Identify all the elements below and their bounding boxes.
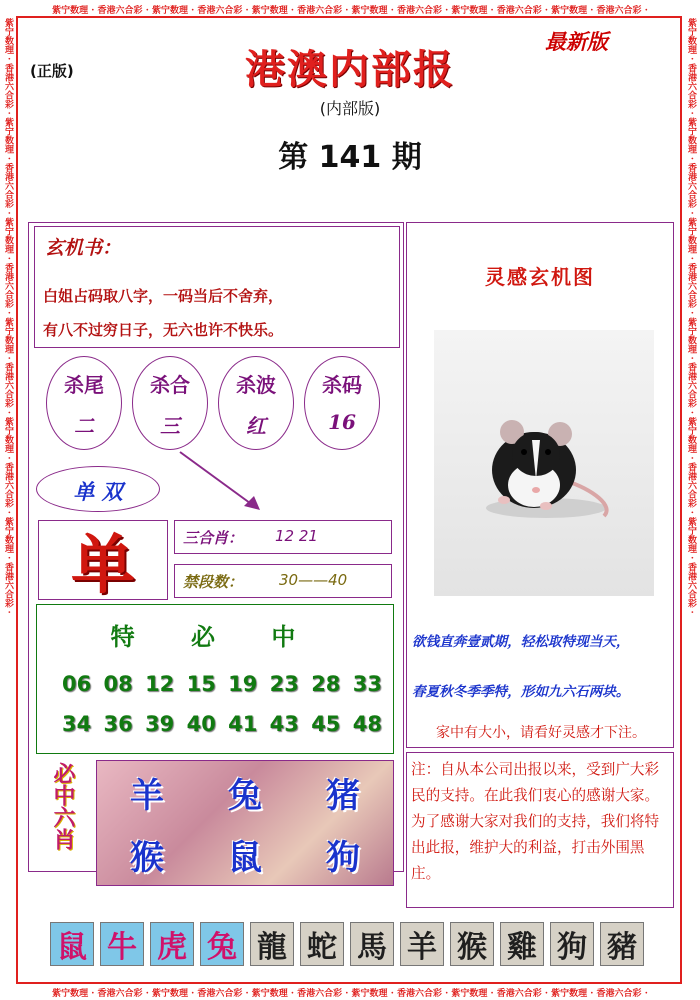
oval-value: 16: [328, 410, 356, 434]
animal-cell: 狗: [326, 837, 360, 878]
number: 34: [62, 712, 92, 736]
oval-value: 二: [74, 414, 94, 438]
zodiac-tile: 龍: [250, 922, 294, 966]
jinduan-box: [174, 564, 392, 598]
note-line: 家中有大小，请看好灵感才下注。: [436, 725, 646, 741]
oval-key: 杀合: [150, 373, 190, 397]
mouse-icon: [434, 330, 654, 596]
zodiac-tile: 牛: [100, 922, 144, 966]
animal-cell: 鼠: [228, 837, 262, 878]
border-text-right: 紫宁数理 · 香港六合彩 · 紫宁数理 · 香港六合彩 · 紫宁数理 · 香港六合彩 · 紫宁数理 · 香港六合彩 · 紫宁数理 · 香港六合彩 · 紫宁数理 · 香港六合彩 ·: [686, 18, 696, 614]
border-text-top: 紫宁数理 · 香港六合彩 · 紫宁数理 · 香港六合彩 · 紫宁数理 · 香港六合彩 · 紫宁数理 · 香港六合彩 · 紫宁数理 · 香港六合彩 · 紫宁数理 · 香港六合彩 ·: [52, 6, 648, 15]
badge-left: (正版): [30, 62, 74, 80]
number: 15: [186, 672, 216, 696]
animal-cell: 猪: [326, 775, 360, 816]
arrow-icon: [170, 444, 270, 518]
number: 06: [62, 672, 92, 696]
number: 45: [311, 712, 341, 736]
oval-key: 杀尾: [64, 373, 104, 397]
zodiac-tile: 馬: [350, 922, 394, 966]
page-subtitle: (内部版): [319, 99, 381, 118]
notice-text: 注：自从本公司出报以来，受到广大彩民的支持。在此我们衷心的感谢大家。为了感谢大家对我们的支持，我们将特出此报，维护大的利益，打击外围黑庄。: [411, 761, 660, 882]
zodiac-tile: 雞: [500, 922, 544, 966]
number: 19: [228, 672, 258, 696]
number: 23: [269, 672, 299, 696]
zodiac-tile: 蛇: [300, 922, 344, 966]
page-title: 港澳内部报: [245, 46, 455, 93]
zodiac-tile: 猴: [450, 922, 494, 966]
number-row-1: [62, 672, 382, 696]
xuanji-line-1: 白姐占码取八字，一码当后不舍弃，: [43, 287, 284, 305]
animal-cell: 羊: [130, 775, 164, 816]
oval-value: 红: [246, 414, 266, 438]
oval-key: 杀码: [322, 373, 362, 397]
animal-cell: 猴: [130, 837, 164, 878]
zodiac-tile: 豬: [600, 922, 644, 966]
poem-right-line-1: 欲钱直奔壹贰期，轻松取特现当天，: [412, 634, 630, 650]
odd-even-oval: [36, 466, 160, 512]
big-char-box: [38, 520, 168, 603]
xuanji-box: [34, 226, 400, 348]
number: 36: [103, 712, 133, 736]
must-hit-six-label: 必中六肖: [50, 762, 76, 850]
zodiac-tile: 羊: [400, 922, 444, 966]
xuanji-line-2: 有八不过穷日子，无六也许不快乐。: [43, 321, 284, 339]
number: 28: [311, 672, 341, 696]
sanhe-label: 三合肖：: [183, 529, 244, 547]
number: 39: [145, 712, 175, 736]
oval-key: 杀波: [236, 373, 276, 397]
notice-box: [406, 752, 674, 908]
jinduan-label: 禁段数：: [183, 573, 244, 591]
number: 08: [103, 672, 133, 696]
inspiration-title: 灵感玄机图: [485, 265, 595, 289]
sanhe-box: [174, 520, 392, 554]
zodiac-tile: 狗: [550, 922, 594, 966]
oval-kill-wave: [218, 356, 294, 450]
zodiac-tile: 鼠: [50, 922, 94, 966]
oval-kill-combo: [132, 356, 208, 450]
number: 43: [269, 712, 299, 736]
number: 40: [186, 712, 216, 736]
border-text-left: 紫宁数理 · 香港六合彩 · 紫宁数理 · 香港六合彩 · 紫宁数理 · 香港六合彩 · 紫宁数理 · 香港六合彩 · 紫宁数理 · 香港六合彩 · 紫宁数理 · 香港六合彩 ·: [3, 18, 13, 614]
poem-right-line-2: 春夏秋冬季季特，形如九六石两块。: [412, 684, 630, 700]
zodiac-tile: 虎: [150, 922, 194, 966]
badge-right: 最新版: [545, 29, 608, 54]
special-numbers-title: 特 必 中: [110, 622, 320, 651]
oval-kill-number: [304, 356, 380, 450]
xuanji-title: 玄机书：: [45, 237, 122, 259]
border-text-bottom: 紫宁数理 · 香港六合彩 · 紫宁数理 · 香港六合彩 · 紫宁数理 · 香港六合彩 · 紫宁数理 · 香港六合彩 · 紫宁数理 · 香港六合彩 · 紫宁数理 · 香港六合彩 ·: [52, 989, 648, 998]
issue-number: 第 141 期: [278, 140, 422, 175]
number: 12: [145, 672, 175, 696]
mouse-photo: [434, 330, 654, 596]
sanhe-value: 12 21: [275, 527, 318, 545]
odd-even-label: 单 双: [73, 479, 123, 504]
big-char: 单: [71, 528, 135, 603]
zodiac-tile: 兔: [200, 922, 244, 966]
number-row-2: [62, 712, 382, 736]
oval-value: 三: [160, 414, 180, 438]
number: 33: [352, 672, 382, 696]
oval-kill-tail: [46, 356, 122, 450]
number: 41: [228, 712, 258, 736]
animal-cell: 兔: [228, 775, 262, 816]
number: 48: [352, 712, 382, 736]
jinduan-value: 30——40: [279, 571, 348, 589]
